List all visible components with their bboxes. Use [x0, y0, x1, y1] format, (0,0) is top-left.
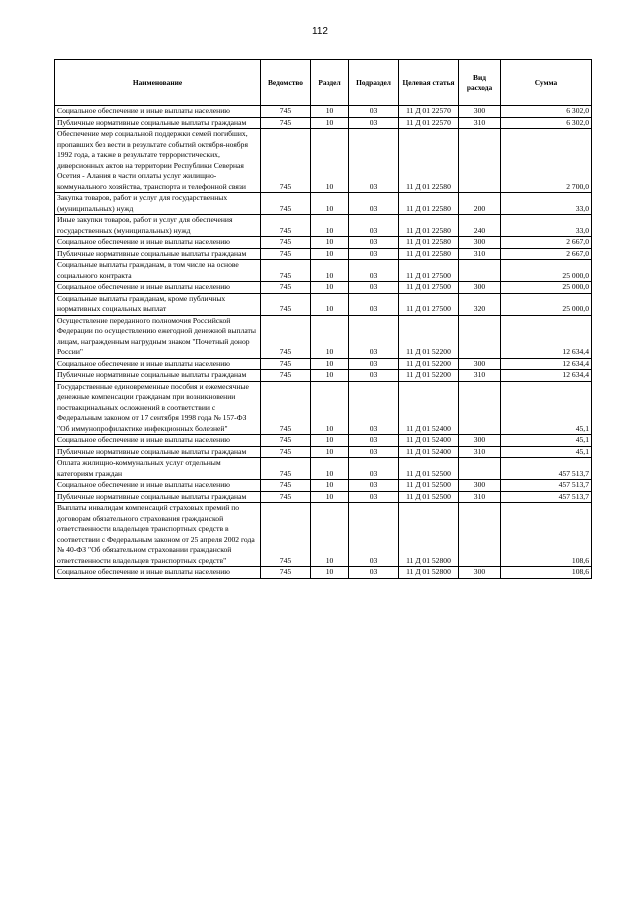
cell-section: 10: [311, 381, 349, 435]
cell-section: 10: [311, 358, 349, 370]
table-row: [55, 117, 592, 129]
cell-type: 300: [459, 435, 501, 447]
cell-target: 11 Д 01 52200: [399, 370, 459, 382]
cell-type: 300: [459, 237, 501, 249]
cell-dept: 745: [261, 248, 311, 260]
cell-section: 10: [311, 248, 349, 260]
cell-type: 310: [459, 491, 501, 503]
cell-amount: 457 513,7: [501, 480, 592, 492]
cell-name: Публичные нормативные социальные выплаты гражданам: [55, 491, 261, 503]
cell-type: 240: [459, 215, 501, 237]
cell-subsection: 03: [349, 491, 399, 503]
cell-amount: 33,0: [501, 215, 592, 237]
cell-name: Социальное обеспечение и иные выплаты населению: [55, 237, 261, 249]
table-row: [55, 480, 592, 492]
cell-section: 10: [311, 282, 349, 294]
cell-section: 10: [311, 435, 349, 447]
cell-name: Публичные нормативные социальные выплаты гражданам: [55, 370, 261, 382]
table-row: [55, 358, 592, 370]
cell-type: 300: [459, 567, 501, 579]
cell-amount: 12 634,4: [501, 358, 592, 370]
table-row: [55, 567, 592, 579]
cell-section: 10: [311, 293, 349, 315]
table-row: [55, 193, 592, 215]
cell-section: 10: [311, 370, 349, 382]
cell-subsection: 03: [349, 381, 399, 435]
cell-subsection: 03: [349, 237, 399, 249]
cell-amount: 457 513,7: [501, 458, 592, 480]
cell-dept: 745: [261, 446, 311, 458]
table-row: [55, 248, 592, 260]
cell-target: 11 Д 01 22580: [399, 193, 459, 215]
cell-type: 320: [459, 293, 501, 315]
cell-amount: 457 513,7: [501, 491, 592, 503]
cell-dept: 745: [261, 503, 311, 567]
cell-target: 11 Д 01 22580: [399, 215, 459, 237]
cell-amount: 25 000,0: [501, 293, 592, 315]
cell-target: 11 Д 01 27500: [399, 293, 459, 315]
cell-amount: 12 634,4: [501, 315, 592, 358]
cell-subsection: 03: [349, 315, 399, 358]
cell-amount: 45,1: [501, 381, 592, 435]
cell-name: Социальное обеспечение и иные выплаты населению: [55, 106, 261, 118]
page-number: 112: [312, 26, 328, 37]
cell-amount: 2 700,0: [501, 129, 592, 193]
cell-subsection: 03: [349, 446, 399, 458]
cell-dept: 745: [261, 491, 311, 503]
cell-section: 10: [311, 446, 349, 458]
cell-target: 11 Д 01 52200: [399, 315, 459, 358]
cell-section: 10: [311, 491, 349, 503]
cell-amount: 108,6: [501, 567, 592, 579]
cell-amount: 12 634,4: [501, 370, 592, 382]
cell-type: [459, 381, 501, 435]
cell-dept: 745: [261, 381, 311, 435]
cell-target: 11 Д 01 52500: [399, 458, 459, 480]
cell-name: Осуществление переданного полномочия Российской Федерации по осуществлению ежегодной денежной выплаты лицам, награжденным нагрудным знаком "Почетный донор России": [55, 315, 261, 358]
cell-dept: 745: [261, 480, 311, 492]
cell-target: 11 Д 01 22580: [399, 129, 459, 193]
cell-dept: 745: [261, 117, 311, 129]
cell-dept: 745: [261, 282, 311, 294]
cell-subsection: 03: [349, 567, 399, 579]
cell-target: 11 Д 01 52200: [399, 358, 459, 370]
cell-dept: 745: [261, 129, 311, 193]
cell-name: Социальное обеспечение и иные выплаты населению: [55, 480, 261, 492]
cell-type: 310: [459, 248, 501, 260]
cell-type: 300: [459, 480, 501, 492]
cell-target: 11 Д 01 52400: [399, 446, 459, 458]
cell-target: 11 Д 01 22580: [399, 237, 459, 249]
table-row: [55, 446, 592, 458]
cell-target: 11 Д 01 52400: [399, 435, 459, 447]
cell-dept: 745: [261, 567, 311, 579]
cell-subsection: 03: [349, 293, 399, 315]
cell-name: Обеспечение мер социальной поддержки семей погибших, пропавших без вести в результате событий октября-ноября 1992 года, а также в результате террористических, диверсионных актов на территории Республики Северная Осетия - Алания в части оплаты услуг жилищно-коммунального хозяйства, транспорта и телефонной связи: [55, 129, 261, 193]
cell-name: Иные закупки товаров, работ и услуг для обеспечения государственных (муниципальных) нужд: [55, 215, 261, 237]
cell-amount: 6 302,0: [501, 106, 592, 118]
cell-section: 10: [311, 503, 349, 567]
cell-subsection: 03: [349, 117, 399, 129]
cell-dept: 745: [261, 435, 311, 447]
table-row: [55, 282, 592, 294]
cell-amount: 2 667,0: [501, 237, 592, 249]
cell-type: [459, 260, 501, 282]
cell-amount: 45,1: [501, 446, 592, 458]
cell-name: Публичные нормативные социальные выплаты гражданам: [55, 446, 261, 458]
cell-type: 310: [459, 117, 501, 129]
cell-subsection: 03: [349, 435, 399, 447]
cell-dept: 745: [261, 370, 311, 382]
cell-target: 11 Д 01 52800: [399, 567, 459, 579]
header-dept: Ведомство: [261, 60, 311, 106]
table-row: [55, 435, 592, 447]
cell-name: Социальные выплаты гражданам, кроме публичных нормативных социальных выплат: [55, 293, 261, 315]
table-row: [55, 260, 592, 282]
table-row: [55, 215, 592, 237]
cell-name: Публичные нормативные социальные выплаты гражданам: [55, 248, 261, 260]
cell-target: 11 Д 01 52500: [399, 480, 459, 492]
cell-dept: 745: [261, 193, 311, 215]
cell-name: Выплаты инвалидам компенсаций страховых премий по договорам обязательного страхования гражданской ответственности владельцев транспортных средств в соответствии с Федеральным законом от 25 апреля 2002 года № 40-ФЗ "Об обязательном страховании гражданской ответственности владельцев транспортных средств": [55, 503, 261, 567]
cell-amount: 2 667,0: [501, 248, 592, 260]
cell-subsection: 03: [349, 480, 399, 492]
cell-target: 11 Д 01 52500: [399, 491, 459, 503]
cell-section: 10: [311, 480, 349, 492]
cell-name: Публичные нормативные социальные выплаты гражданам: [55, 117, 261, 129]
cell-name: Государственные единовременные пособия и ежемесячные денежные компенсации гражданам при возникновении поствакцинальных осложнений в соответствии с Федеральным законом от 17 сентября 1998 года № 157-ФЗ "Об иммунопрофилактике инфекционных болезней": [55, 381, 261, 435]
cell-subsection: 03: [349, 358, 399, 370]
table-row: [55, 503, 592, 567]
cell-section: 10: [311, 260, 349, 282]
cell-target: 11 Д 01 52400: [399, 381, 459, 435]
budget-table: [54, 59, 592, 579]
cell-amount: 6 302,0: [501, 117, 592, 129]
cell-type: 300: [459, 282, 501, 294]
cell-name: Социальное обеспечение и иные выплаты населению: [55, 282, 261, 294]
cell-subsection: 03: [349, 129, 399, 193]
cell-type: 300: [459, 106, 501, 118]
table-row: [55, 129, 592, 193]
cell-target: 11 Д 01 27500: [399, 282, 459, 294]
cell-section: 10: [311, 193, 349, 215]
cell-target: 11 Д 01 22570: [399, 117, 459, 129]
cell-amount: 108,6: [501, 503, 592, 567]
cell-type: 300: [459, 358, 501, 370]
cell-dept: 745: [261, 106, 311, 118]
cell-dept: 745: [261, 315, 311, 358]
cell-target: 11 Д 01 22580: [399, 248, 459, 260]
cell-amount: 45,1: [501, 435, 592, 447]
table-row: [55, 293, 592, 315]
table-row: [55, 106, 592, 118]
cell-name: Закупка товаров, работ и услуг для государственных (муниципальных) нужд: [55, 193, 261, 215]
cell-subsection: 03: [349, 282, 399, 294]
table-header-row: [55, 60, 592, 106]
cell-amount: 25 000,0: [501, 282, 592, 294]
cell-section: 10: [311, 215, 349, 237]
cell-target: 11 Д 01 52800: [399, 503, 459, 567]
cell-subsection: 03: [349, 193, 399, 215]
cell-subsection: 03: [349, 370, 399, 382]
cell-subsection: 03: [349, 260, 399, 282]
cell-section: 10: [311, 117, 349, 129]
header-target: Целевая статья: [399, 60, 459, 106]
cell-name: Социальное обеспечение и иные выплаты населению: [55, 567, 261, 579]
cell-target: 11 Д 01 27500: [399, 260, 459, 282]
cell-type: 200: [459, 193, 501, 215]
cell-dept: 745: [261, 358, 311, 370]
table-row: [55, 370, 592, 382]
cell-type: [459, 458, 501, 480]
cell-type: 310: [459, 370, 501, 382]
cell-name: Социальное обеспечение и иные выплаты населению: [55, 435, 261, 447]
cell-section: 10: [311, 106, 349, 118]
cell-name: Социальное обеспечение и иные выплаты населению: [55, 358, 261, 370]
cell-subsection: 03: [349, 215, 399, 237]
cell-target: 11 Д 01 22570: [399, 106, 459, 118]
cell-name: Оплата жилищно-коммунальных услуг отдельным категориям граждан: [55, 458, 261, 480]
cell-name: Социальные выплаты гражданам, в том числе на основе социального контракта: [55, 260, 261, 282]
cell-subsection: 03: [349, 503, 399, 567]
header-amount: Сумма: [501, 60, 592, 106]
cell-dept: 745: [261, 260, 311, 282]
table-row: [55, 315, 592, 358]
cell-section: 10: [311, 458, 349, 480]
cell-dept: 745: [261, 215, 311, 237]
header-name: Наименование: [55, 60, 261, 106]
cell-dept: 745: [261, 237, 311, 249]
cell-type: 310: [459, 446, 501, 458]
table-row: [55, 237, 592, 249]
cell-amount: 33,0: [501, 193, 592, 215]
cell-section: 10: [311, 567, 349, 579]
cell-subsection: 03: [349, 458, 399, 480]
cell-dept: 745: [261, 293, 311, 315]
header-subsection: Подраздел: [349, 60, 399, 106]
cell-type: [459, 129, 501, 193]
cell-section: 10: [311, 237, 349, 249]
table-row: [55, 491, 592, 503]
cell-subsection: 03: [349, 248, 399, 260]
header-type: Вид расхода: [459, 60, 501, 106]
cell-dept: 745: [261, 458, 311, 480]
cell-section: 10: [311, 315, 349, 358]
cell-subsection: 03: [349, 106, 399, 118]
cell-section: 10: [311, 129, 349, 193]
cell-amount: 25 000,0: [501, 260, 592, 282]
table-row: [55, 381, 592, 435]
header-section: Раздел: [311, 60, 349, 106]
table-row: [55, 458, 592, 480]
cell-type: [459, 315, 501, 358]
cell-type: [459, 503, 501, 567]
